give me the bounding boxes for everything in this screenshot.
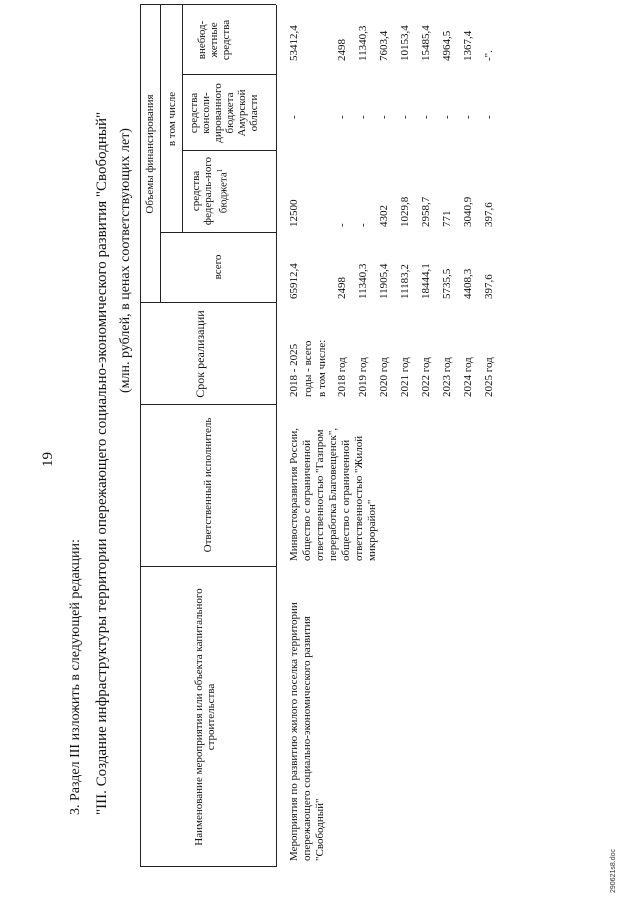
year-cell: 2020 год [378,357,390,397]
year-cell: 2019 год [357,357,369,397]
year-regional-cell: - [462,115,474,119]
year-cell: 2021 год [399,357,411,397]
year-cell: 2018 год [336,357,348,397]
year-total-cell: 11183,2 [399,264,411,299]
header-incl: в том числе [166,91,178,147]
units-note: (млн. рублей, в ценах соответствующих лет) [118,128,133,393]
year-extra-cell: -". [483,50,495,61]
header-total: всего [212,254,224,280]
year-regional-cell: - [336,115,348,119]
year-federal-cell: 2958,7 [420,196,432,227]
section-intro: 3. Раздел III изложить в следующей редакции: [68,539,83,815]
year-total-cell: 2498 [336,277,348,299]
year-total-cell: 5735,5 [441,268,453,299]
total-federal: 12500 [288,199,300,227]
year-extra-cell: 2498 [336,39,348,61]
year-total-cell: 397,6 [483,274,495,299]
year-regional-cell: - [483,115,495,119]
footnote-mark: 1 [216,168,224,173]
year-federal-cell: 4302 [378,205,390,227]
period-total-line2: годы - всего [302,340,314,397]
header-regional: средства консоли-дированного бюджета Амурской области [188,83,260,143]
header-period: Срок реализации [193,310,207,398]
year-extra-cell: 7603,4 [378,30,390,61]
header-federal-text: средства федераль-ного бюджета [190,156,230,226]
year-cell: 2022 год [420,357,432,397]
year-federal-cell: 1029,8 [399,196,411,227]
year-cell: 2023 год [441,357,453,397]
year-total-cell: 18444,1 [420,263,432,299]
header-name: Наименование мероприятия или объекта капитального строительства [193,588,217,846]
total-extra: 53412,4 [288,25,300,61]
total-all: 65912,4 [288,263,300,299]
header-federal [190,153,230,229]
year-cell: 2025 год [483,357,495,397]
year-extra-cell: 1367,4 [462,30,474,61]
year-regional-cell: - [378,115,390,119]
year-regional-cell: - [441,115,453,119]
year-extra-cell: 4964,5 [441,30,453,61]
row-name: Мероприятия по развитию жилого поселка территории опережающего социально-экономического развития "Свободный" [288,602,326,861]
year-total-cell: 11340,3 [357,263,369,299]
year-federal-cell: 771 [441,210,453,227]
year-federal-cell: - [336,223,348,227]
header-funding: Объемы финансирования [144,94,156,214]
year-regional-cell: - [357,115,369,119]
header-executor: Ответственный исполнитель [202,417,214,553]
period-total-line1: 2018 - 2025 [288,343,300,397]
header-extra: внебюд-жетные средства [196,19,232,61]
year-federal-cell: - [357,223,369,227]
period-total-line3: в том числе: [316,339,328,397]
year-total-cell: 11905,4 [378,263,390,299]
year-cell: 2024 год [462,357,474,397]
year-regional-cell: - [399,115,411,119]
year-federal-cell: 397,6 [483,202,495,227]
row-executor: Минвостокразвития России, общество с ограниченной ответственностью "Газпром переработка Благовещенск", общество с ограниченной ответственностью "Жилой микрорайон" [288,427,378,561]
footer-code: 290621s8.doc [610,849,617,893]
year-regional-cell: - [420,115,432,119]
year-federal-cell: 3040,9 [462,196,474,227]
year-total-cell: 4408,3 [462,268,474,299]
year-extra-cell: 15485,4 [420,25,432,61]
total-regional: - [288,115,300,119]
year-extra-cell: 10153,4 [399,25,411,61]
year-extra-cell: 11340,3 [357,25,369,61]
page-number: 19 [40,452,56,467]
section-title: "III. Создание инфраструктуры территории опережающего социально-экономического развития "Свободный" [94,111,110,815]
